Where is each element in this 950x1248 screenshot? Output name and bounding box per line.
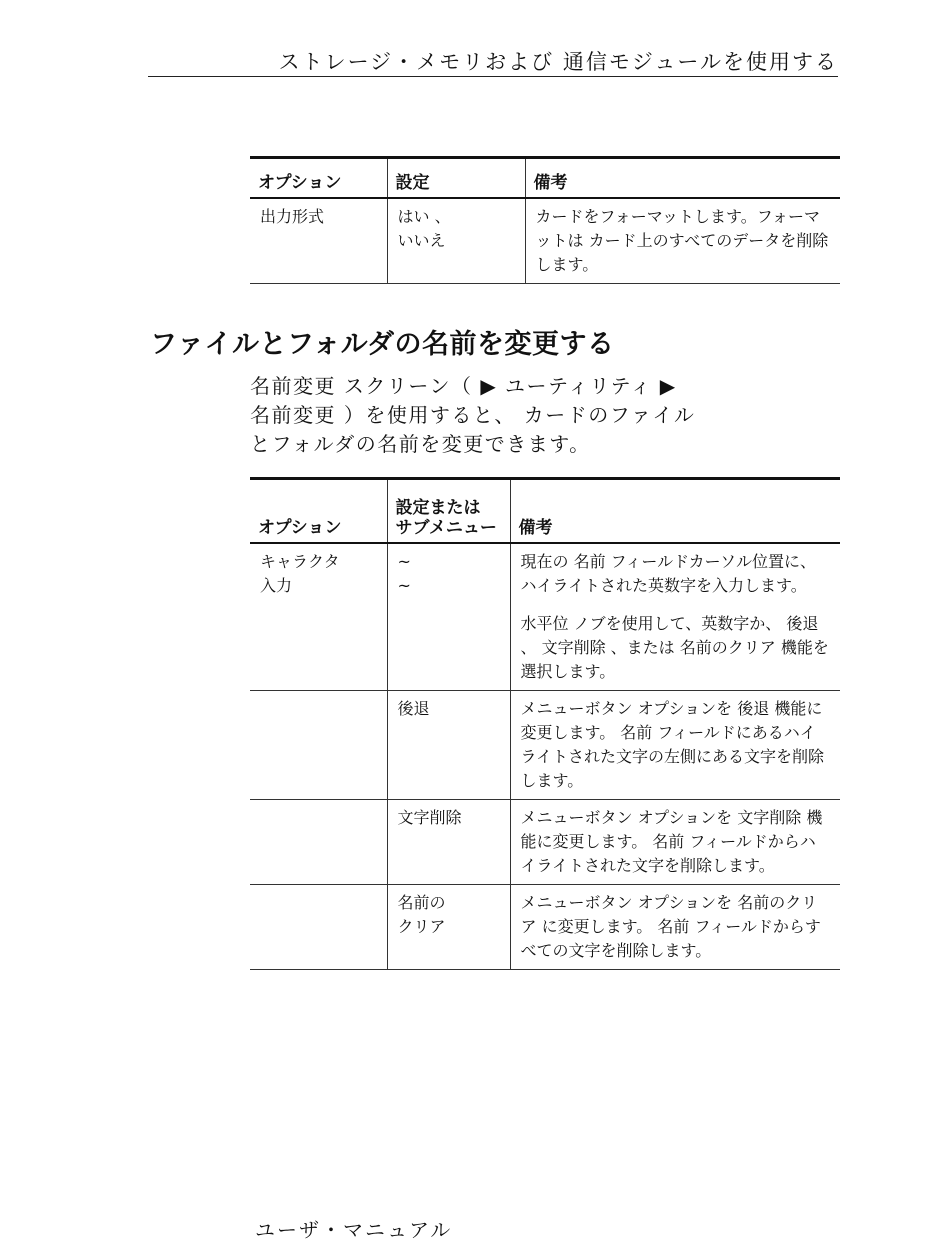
page-footer: ユーザ・マニュアル	[255, 1218, 453, 1242]
table-header-row	[250, 479, 840, 544]
notes-cell	[510, 691, 840, 800]
note-paragraph: 水平位 ノブを使用して、英数字か、 後退 、 文字削除 、または 名前のクリア 機能を選択します。	[520, 614, 829, 681]
intro-line: とフォルダの名前を変更できます。	[250, 432, 591, 456]
column-header-setting: 設定または サブメニュー	[387, 479, 510, 544]
note-paragraph: 現在の 名前 フィールドカーソル位置に、ハイライトされた英数字を入力します。	[520, 552, 816, 595]
section-heading: ファイルとフォルダの名前を変更する	[150, 329, 615, 360]
table-row	[250, 543, 840, 691]
note-paragraph: カードをフォーマットします。フォーマットは カード上のすべてのデータを削除します。	[535, 207, 829, 274]
column-header-notes: 備考	[518, 518, 553, 538]
table-row	[250, 691, 840, 800]
column-header-notes: 備考	[533, 173, 568, 193]
setting-cell: はい 、 いいえ	[387, 198, 525, 284]
column-header-option: オプション	[250, 158, 387, 199]
table-header-row	[250, 158, 840, 199]
intro-line: 名前変更 スクリーン（ ▶ ユーティリティ ▶	[250, 374, 677, 398]
format-options-table	[250, 156, 840, 284]
notes-cell	[510, 543, 840, 691]
table-row	[250, 198, 840, 284]
notes-cell	[525, 198, 840, 284]
note-paragraph: メニューボタン オプションを 文字削除 機能に変更します。 名前 フィールドからハイライトされた文字を削除します。	[520, 808, 823, 875]
option-cell	[250, 800, 387, 885]
setting-cell: 名前の クリア	[387, 885, 510, 970]
intro-line: 名前変更 ）を使用すると、 カードのファイル	[250, 403, 696, 427]
table-body	[250, 198, 840, 284]
option-cell	[250, 691, 387, 800]
option-cell: 出力形式	[250, 198, 387, 284]
note-paragraph: メニューボタン オプションを 名前のクリア に変更します。 名前 フィールドからすべての文字を削除します。	[520, 893, 821, 960]
notes-cell	[510, 885, 840, 970]
header-rule	[148, 76, 838, 77]
running-header: ストレージ・メモリおよび 通信モジュールを使用する	[278, 50, 838, 74]
notes-cell	[510, 800, 840, 885]
rename-options-table	[250, 477, 840, 970]
table-row	[250, 885, 840, 970]
note-paragraph: メニューボタン オプションを 後退 機能に変更します。 名前 フィールドにあるハイライトされた文字の左側にある文字を削除します。	[520, 699, 825, 790]
option-cell	[250, 885, 387, 970]
table-row	[250, 800, 840, 885]
setting-cell: 文字削除	[387, 800, 510, 885]
setting-cell: ~ ~	[387, 543, 510, 691]
setting-cell: 後退	[387, 691, 510, 800]
column-header-setting: 設定	[387, 158, 525, 199]
column-header-option: オプション	[250, 479, 387, 544]
table-body	[250, 543, 840, 970]
section-intro	[250, 372, 850, 459]
option-cell: キャラクタ 入力	[250, 543, 387, 691]
